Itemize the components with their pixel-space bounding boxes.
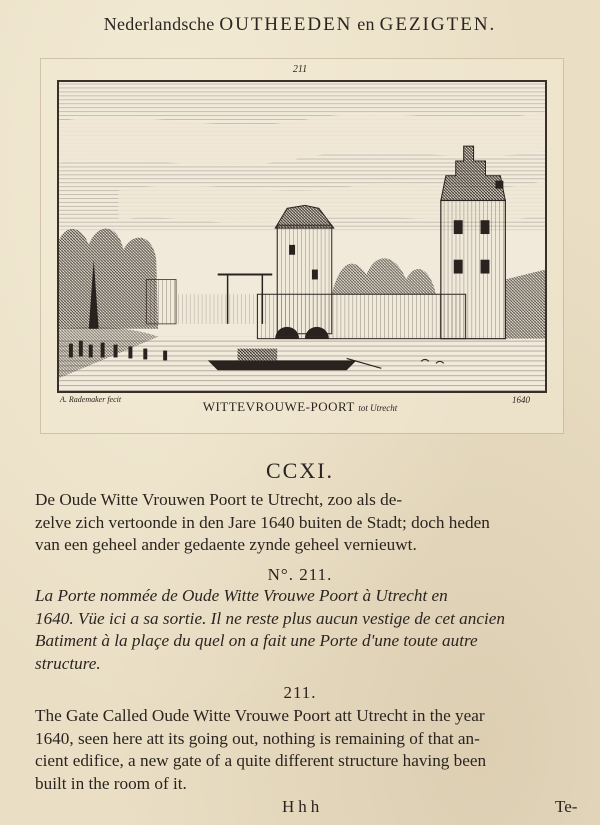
plate-title-main: WITTEVROUWE-POORT xyxy=(202,399,355,414)
english-line: built in the room of it. xyxy=(35,773,187,793)
section-roman-numeral: CCXI. xyxy=(265,458,335,483)
running-head xyxy=(0,14,600,36)
english-paragraph xyxy=(35,705,585,795)
english-line: 1640, seen here att its going out, nothing is remaining of that an- xyxy=(35,728,480,748)
engraving-svg xyxy=(59,82,545,391)
english-line: The Gate Called Oude Witte Vrouwe Poort att Utrecht in the year xyxy=(35,706,485,725)
french-line: Batiment à la plaçe du quel on a fait une Porte d'une toute autre xyxy=(35,631,478,650)
running-head-caps2: GEZIGTEN. xyxy=(379,14,497,35)
dutch-paragraph xyxy=(35,489,585,557)
plate-title-sub: tot Utrecht xyxy=(358,403,398,413)
plate-title xyxy=(0,399,600,415)
running-head-caps: OUTHEEDEN xyxy=(219,14,353,35)
french-line: La Porte nommée de Oude Witte Vrouwe Poort à Utrecht en xyxy=(35,586,448,605)
catchword: Te- xyxy=(555,797,578,816)
dutch-line: zelve zich vertoonde in den Jare 1640 buiten de Stadt; doch heden xyxy=(35,512,490,532)
french-line: structure. xyxy=(35,653,101,673)
engraving-illustration xyxy=(57,80,547,393)
number-heading: N°. 211. xyxy=(267,565,333,584)
plate-year: 1640 xyxy=(512,395,530,405)
dutch-line: De Oude Witte Vrouwen Poort te Utrecht, zoo als de- xyxy=(35,490,403,509)
running-head-conj: en xyxy=(357,14,375,34)
french-paragraph xyxy=(35,585,585,675)
french-line: 1640. Vüe ici a sa sortie. Il ne reste plus aucun vestige de cet ancien xyxy=(35,608,505,628)
signature-mark: Hhh xyxy=(282,797,324,816)
dutch-line: van een geheel ander gedaente zynde geheel vernieuwt. xyxy=(35,535,417,554)
plate-number: 211 xyxy=(292,64,308,75)
english-line: cient edifice, a new gate of a quite different structure having been xyxy=(35,751,487,770)
artist-credit: A. Rademaker fecit xyxy=(60,395,122,404)
english-heading: 211. xyxy=(283,683,317,702)
running-head-prefix: Nederlandsche xyxy=(103,14,215,34)
